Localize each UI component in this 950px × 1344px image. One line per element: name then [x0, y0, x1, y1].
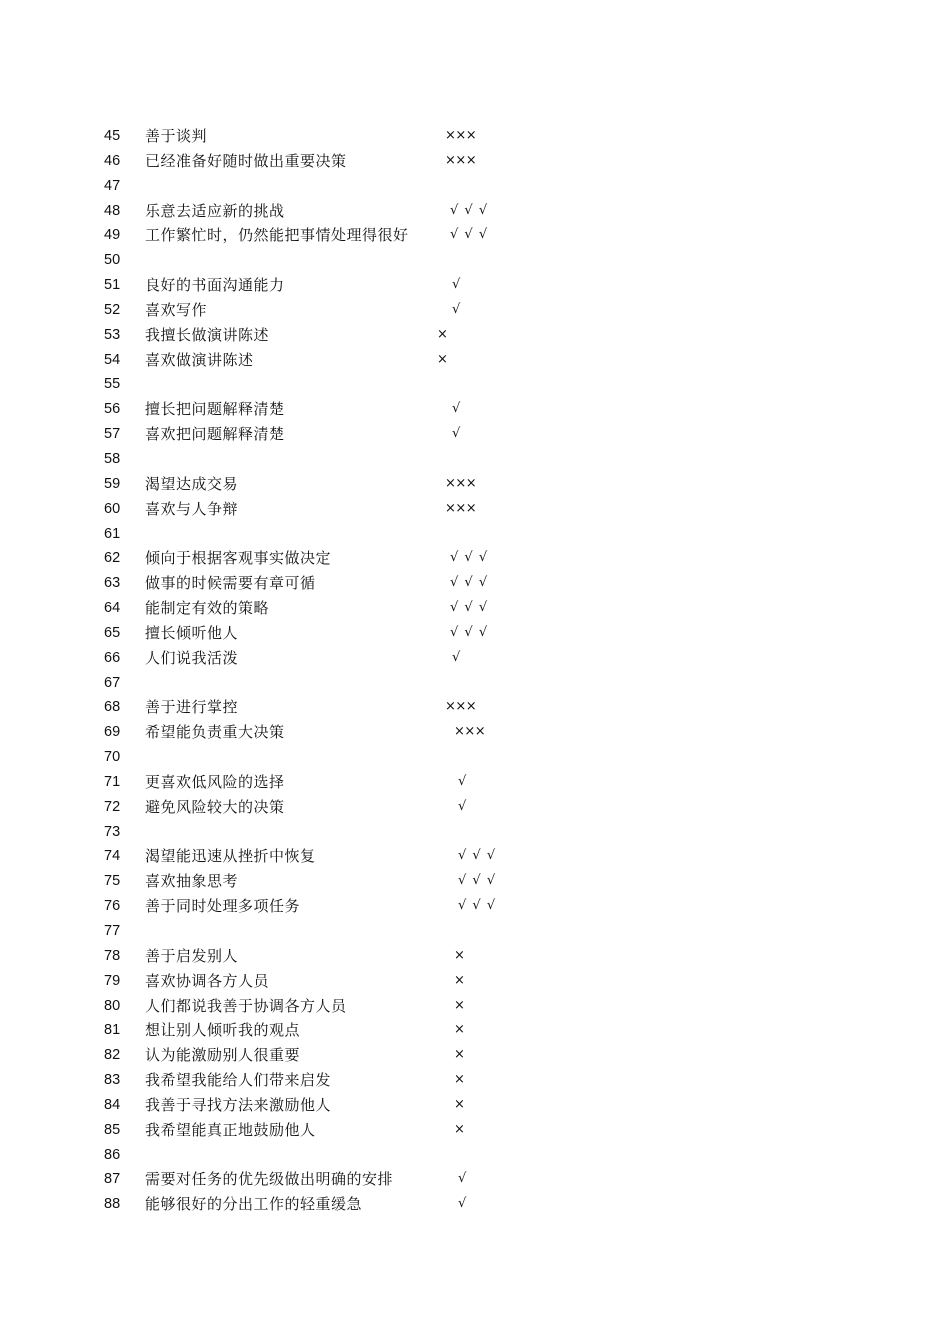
statement-text: 人们都说我善于协调各方人员: [145, 996, 347, 1015]
table-row: [0, 447, 950, 472]
row-number: 85: [104, 1121, 121, 1138]
table-row: [0, 1192, 950, 1217]
table-row: [0, 596, 950, 621]
row-number: 49: [104, 227, 121, 244]
rating-mark: √: [458, 1171, 468, 1187]
table-row: [0, 770, 950, 795]
statement-text: 希望能负责重大决策: [145, 723, 285, 742]
rating-mark: √ √ √: [458, 898, 497, 914]
table-row: [0, 273, 950, 298]
rating-mark: ×: [454, 947, 466, 963]
rating-mark: √: [452, 649, 462, 665]
rating-mark: ×: [437, 351, 449, 367]
row-number: 68: [104, 699, 121, 716]
row-number: 45: [104, 128, 121, 144]
statement-text: 喜欢把问题解释清楚: [145, 425, 285, 444]
statement-text: 渴望能迅速从挫折中恢复: [145, 847, 316, 866]
row-number: 50: [104, 252, 121, 269]
row-number: 71: [104, 773, 121, 790]
row-number: 66: [104, 649, 121, 666]
table-row: [0, 1167, 950, 1192]
statement-text: 喜欢写作: [145, 300, 208, 319]
statement-text: 我善于寻找方法来激励他人: [145, 1095, 332, 1114]
row-number: 46: [104, 152, 121, 169]
table-row: [0, 695, 950, 720]
rating-mark: √ √ √: [450, 624, 489, 640]
statement-text: 喜欢协调各方人员: [145, 971, 270, 990]
table-row: [0, 223, 950, 248]
rating-mark: ×: [454, 1096, 466, 1112]
table-row: [0, 522, 950, 547]
rating-mark: ×: [454, 1072, 466, 1088]
statement-text: 避免风险较大的决策: [145, 797, 285, 816]
rating-mark: ×××: [445, 152, 477, 168]
statement-text: 善于进行掌控: [145, 698, 239, 717]
row-number: 70: [104, 749, 121, 766]
rating-mark: √: [452, 426, 462, 442]
rating-mark: ×: [454, 1047, 466, 1063]
statement-text: 我希望我能给人们带来启发: [145, 1071, 332, 1090]
statement-text: 善于谈判: [145, 127, 208, 145]
table-row: [0, 422, 950, 447]
table-row: [0, 894, 950, 919]
table-row: [0, 372, 950, 397]
statement-text: 喜欢与人争辩: [145, 499, 239, 518]
row-number: 76: [104, 898, 121, 915]
statement-text: 擅长倾听他人: [145, 623, 239, 642]
table-row: [0, 820, 950, 845]
table-row: [0, 944, 950, 969]
row-number: 72: [104, 798, 121, 815]
statement-text: 喜欢抽象思考: [145, 872, 239, 891]
table-row: [0, 720, 950, 745]
rating-mark: ×: [454, 997, 466, 1013]
statement-text: 我希望能真正地鼓励他人: [145, 1120, 316, 1139]
row-number: 79: [104, 972, 121, 989]
table-row: [0, 919, 950, 944]
rating-mark: ×: [454, 1121, 466, 1137]
rating-mark: ×××: [445, 128, 477, 143]
rating-mark: √ √ √: [450, 600, 489, 616]
table-row: [0, 1093, 950, 1118]
rating-mark: √ √ √: [450, 227, 489, 243]
rating-mark: ×××: [445, 475, 477, 491]
table-row: [0, 621, 950, 646]
rating-mark: √ √ √: [450, 202, 489, 218]
statement-text: 倾向于根据客观事实做决定: [145, 549, 332, 568]
row-number: 87: [104, 1171, 121, 1188]
rating-mark: √: [458, 1196, 468, 1212]
rating-mark: ×: [437, 326, 449, 342]
row-number: 47: [104, 177, 121, 194]
table-row: [0, 671, 950, 696]
row-number: 80: [104, 997, 121, 1014]
table-row: [0, 994, 950, 1019]
table-row: [0, 1043, 950, 1068]
row-number: 88: [104, 1196, 121, 1213]
row-number: 69: [104, 724, 121, 741]
table-row: [0, 248, 950, 273]
rating-mark: ×××: [445, 699, 477, 715]
row-number: 86: [104, 1146, 121, 1163]
rating-mark: √ √ √: [450, 550, 489, 566]
statement-text: 喜欢做演讲陈述: [145, 350, 254, 369]
rating-mark: √: [458, 798, 468, 814]
row-number: 57: [104, 426, 121, 443]
table-row: [0, 298, 950, 323]
statement-text: 想让别人倾听我的观点: [145, 1021, 301, 1040]
table-row: [0, 149, 950, 174]
row-number: 56: [104, 401, 121, 418]
row-number: 82: [104, 1047, 121, 1064]
table-row: [0, 969, 950, 994]
rating-mark: √: [458, 773, 468, 789]
row-number: 53: [104, 326, 121, 343]
table-row: [0, 1143, 950, 1168]
statement-text: 已经准备好随时做出重要决策: [145, 151, 347, 170]
table-row: [0, 497, 950, 522]
row-number: 81: [104, 1022, 121, 1039]
rating-mark: √: [452, 401, 462, 417]
table-row: [0, 745, 950, 770]
row-number: 48: [104, 202, 121, 219]
row-number: 67: [104, 674, 121, 691]
row-number: 58: [104, 450, 121, 467]
statement-text: 良好的书面沟通能力: [145, 276, 285, 295]
table-row: [0, 174, 950, 199]
row-number: 73: [104, 823, 121, 840]
row-number: 75: [104, 873, 121, 890]
statement-text: 认为能激励别人很重要: [145, 1046, 301, 1065]
table-row: [0, 348, 950, 373]
row-number: 74: [104, 848, 121, 865]
row-number: 55: [104, 376, 121, 393]
table-row: [0, 869, 950, 894]
statement-text: 渴望达成交易: [145, 474, 239, 493]
row-number: 62: [104, 550, 121, 567]
table-row: [0, 323, 950, 348]
rating-mark: ×××: [445, 500, 477, 516]
rating-mark: √ √ √: [458, 848, 497, 864]
statement-text: 我擅长做演讲陈述: [145, 325, 270, 344]
rating-mark: ×: [454, 972, 466, 988]
statement-text: 善于启发别人: [145, 946, 239, 965]
document-page: [0, 124, 950, 1217]
row-number: 54: [104, 351, 121, 368]
row-number: 64: [104, 600, 121, 617]
row-number: 84: [104, 1096, 121, 1113]
table-row: [0, 1068, 950, 1093]
table-row: [0, 199, 950, 224]
row-number: 63: [104, 575, 121, 592]
statement-text: 擅长把问题解释清楚: [145, 400, 285, 419]
table-row: [0, 472, 950, 497]
row-number: 60: [104, 500, 121, 517]
table-row: [0, 124, 950, 149]
row-number: 52: [104, 301, 121, 318]
statement-text: 善于同时处理多项任务: [145, 897, 301, 916]
table-row: [0, 646, 950, 671]
statement-text: 乐意去适应新的挑战: [145, 201, 285, 220]
row-number: 59: [104, 475, 121, 492]
statement-text: 更喜欢低风险的选择: [145, 772, 285, 791]
table-row: [0, 546, 950, 571]
table-row: [0, 1018, 950, 1043]
rating-mark: ×××: [454, 724, 486, 740]
rating-mark: √ √ √: [458, 873, 497, 889]
row-number: 83: [104, 1072, 121, 1089]
rating-mark: √: [452, 277, 462, 293]
statement-text: 做事的时候需要有章可循: [145, 574, 316, 593]
table-row: [0, 844, 950, 869]
table-row: [0, 397, 950, 422]
row-number: 78: [104, 947, 121, 964]
table-row: [0, 1118, 950, 1143]
rating-mark: √ √ √: [450, 575, 489, 591]
statement-text: 能够很好的分出工作的轻重缓急: [145, 1195, 363, 1214]
statement-text: 需要对任务的优先级做出明确的安排: [145, 1170, 394, 1189]
row-number: 61: [104, 525, 121, 542]
table-row: [0, 795, 950, 820]
rating-mark: √: [452, 301, 462, 317]
statement-text: 工作繁忙时，仍然能把事情处理得很好: [145, 226, 409, 245]
row-number: 65: [104, 624, 121, 641]
statement-text: 能制定有效的策略: [145, 599, 270, 618]
row-number: 77: [104, 923, 121, 939]
row-number: 51: [104, 277, 121, 294]
table-row: [0, 571, 950, 596]
rating-mark: ×: [454, 1022, 466, 1038]
statement-text: 人们说我活泼: [145, 648, 239, 667]
